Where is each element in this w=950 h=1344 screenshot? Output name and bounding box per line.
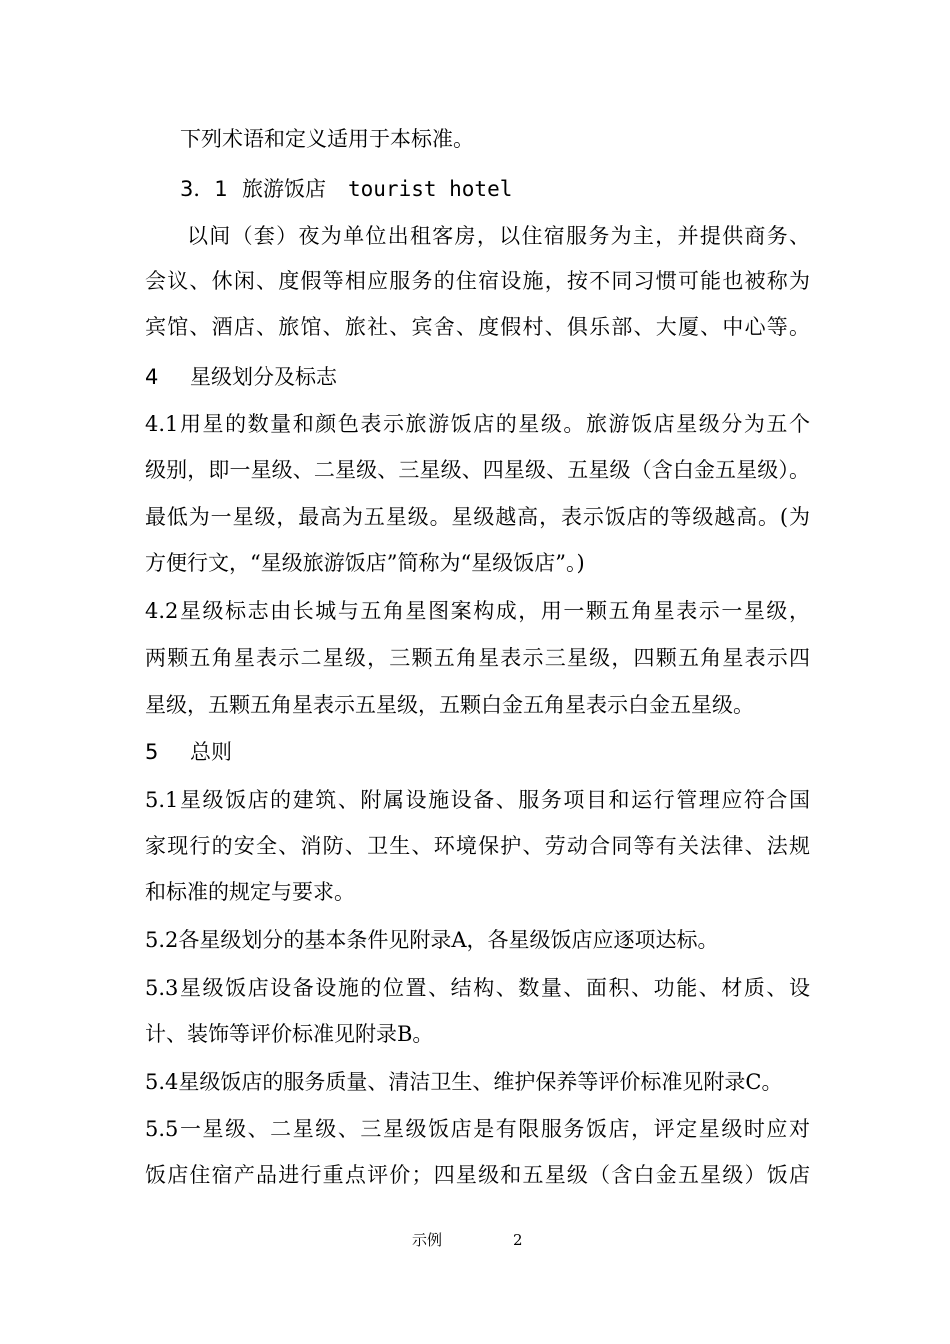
paragraph-line: 会议、休闲、度假等相应服务的住宿设施，按不同习惯可能也被称为 bbox=[145, 269, 810, 293]
paragraph-line: 以间（套）夜为单位出租客房，以住宿服务为主，并提供商务、 bbox=[187, 224, 810, 248]
paragraph-line: 5.3星级饭店设备设施的位置、结构、数量、面积、功能、材质、设 bbox=[145, 976, 810, 1000]
intro-line: 下列术语和定义适用于本标准。 bbox=[180, 127, 474, 151]
footer-label: 示例 bbox=[412, 1231, 443, 1249]
section-number: 4 bbox=[145, 365, 159, 389]
paragraph-line: 5.5一星级、二星级、三星级饭店是有限服务饭店，评定星级时应对 bbox=[145, 1117, 810, 1141]
page-number: 2 bbox=[513, 1231, 523, 1249]
paragraph-line: 方便行文，“星级旅游饭店”简称为“星级饭店”。) bbox=[145, 551, 585, 575]
paragraph-line: 4.1用星的数量和颜色表示旅游饭店的星级。旅游饭店星级分为五个 bbox=[145, 412, 810, 436]
paragraph-line: 星级，五颗五角星表示五星级，五颗白金五角星表示白金五星级。 bbox=[145, 693, 754, 717]
section-title-en: tourist hotel bbox=[348, 177, 513, 201]
section-title: 总则 bbox=[190, 740, 232, 764]
paragraph-line: 两颗五角星表示二星级，三颗五角星表示三星级，四颗五角星表示四 bbox=[145, 646, 810, 670]
paragraph-line: 宾馆、酒店、旅馆、旅社、宾舍、度假村、俱乐部、大厦、中心等。 bbox=[145, 315, 810, 339]
paragraph-line: 家现行的安全、消防、卫生、环境保护、劳动合同等有关法律、法规 bbox=[145, 834, 810, 858]
section-3-1-heading bbox=[180, 174, 810, 204]
section-5-heading bbox=[145, 737, 810, 767]
paragraph-line: 级别，即一星级、二星级、三星级、四星级、五星级（含白金五星级）。 bbox=[145, 458, 810, 482]
paragraph-line: 4.2星级标志由长城与五角星图案构成，用一颗五角星表示一星级， bbox=[145, 599, 810, 623]
paragraph-line: 饭店住宿产品进行重点评价；四星级和五星级（含白金五星级）饭店 bbox=[145, 1163, 810, 1187]
section-title-cn: 旅游饭店 bbox=[242, 177, 326, 201]
paragraph-line: 5.2各星级划分的基本条件见附录A，各星级饭店应逐项达标。 bbox=[145, 928, 719, 952]
section-number: 3．1 bbox=[180, 177, 228, 201]
section-4-heading bbox=[145, 362, 810, 392]
paragraph-line: 5.1星级饭店的建筑、附属设施设备、服务项目和运行管理应符合国 bbox=[145, 788, 810, 812]
section-number: 5 bbox=[145, 740, 159, 764]
paragraph-line: 计、装饰等评价标准见附录B。 bbox=[145, 1022, 434, 1046]
paragraph-line: 和标准的规定与要求。 bbox=[145, 880, 355, 904]
paragraph-line: 最低为一星级，最高为五星级。星级越高，表示饭店的等级越高。(为 bbox=[145, 505, 810, 529]
section-title: 星级划分及标志 bbox=[190, 365, 337, 389]
paragraph-line: 5.4星级饭店的服务质量、清洁卫生、维护保养等评价标准见附录C。 bbox=[145, 1070, 783, 1094]
